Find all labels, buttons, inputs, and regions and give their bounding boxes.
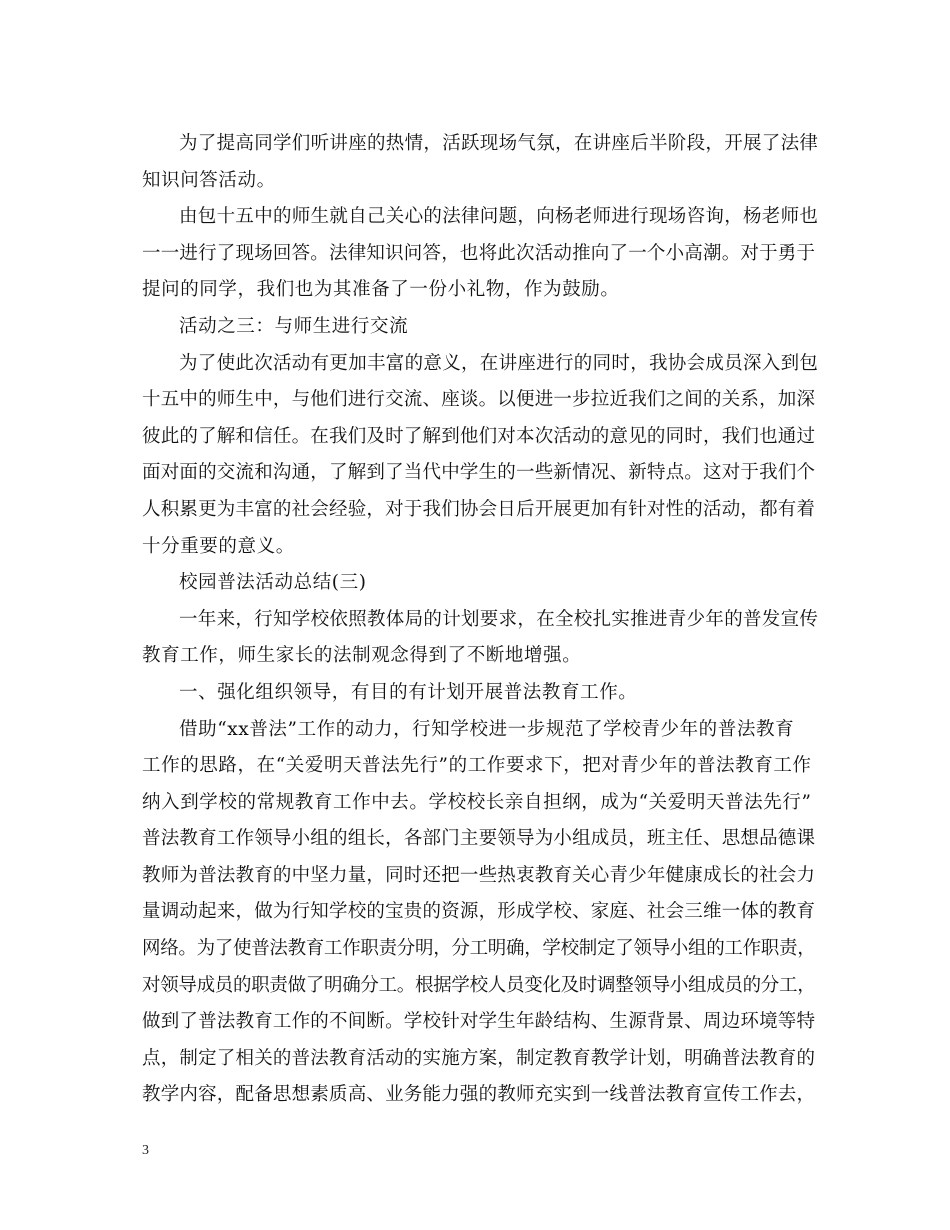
text-line: 工作的思路，在“关爱明天普法先行”的工作要求下，把对青少年的普法教育工作 bbox=[142, 755, 812, 777]
text-line: 网络。为了使普法教育工作职责分明，分工明确，学校制定了领导小组的工作职责， bbox=[142, 938, 816, 960]
text-line: 量调动起来，做为行知学校的宝贵的资源，形成学校、家庭、社会三维一体的教育 bbox=[142, 901, 816, 923]
text-line: 教育工作，师生家长的法制观念得到了不断地增强。 bbox=[142, 645, 582, 667]
text-line: 十五中的师生中，与他们进行交流、座谈。以便进一步拉近我们之间的关系，加深 bbox=[142, 389, 816, 411]
text-line: 做到了普法教育工作的不间断。学校针对学生年龄结构、生源背景、周边环境等特 bbox=[142, 1011, 816, 1033]
text-line: 十分重要的意义。 bbox=[142, 535, 295, 557]
text-line: 校园普法活动总结(三) bbox=[179, 572, 367, 594]
text-line: 纳入到学校的常规教育工作中去。学校校长亲自担纲，成为“关爱明天普法先行” bbox=[142, 791, 812, 813]
text-line: 一、强化组织领导，有目的有计划开展普法教育工作。 bbox=[179, 681, 638, 703]
text-line: 面对面的交流和沟通，了解到了当代中学生的一些新情况、新特点。这对于我们个 bbox=[142, 462, 816, 484]
text-line: 借助“xx普法”工作的动力，行知学校进一步规范了学校青少年的普法教育 bbox=[179, 718, 795, 740]
text-line: 教学内容，配备思想素质高、业务能力强的教师充实到一线普法教育宣传工作去， bbox=[142, 1084, 816, 1106]
text-line: 为了提高同学们听讲座的热情，活跃现场气氛，在讲座后半阶段，开展了法律 bbox=[179, 133, 819, 154]
text-line: 对领导成员的职责做了明确分工。根据学校人员变化及时调整领导小组成员的分工， bbox=[142, 974, 816, 996]
text-line: 教师为普法教育的中坚力量，同时还把一些热衷教育关心青少年健康成长的社会力 bbox=[142, 864, 816, 886]
text-line: 提问的同学，我们也为其准备了一份小礼物，作为鼓励。 bbox=[142, 279, 620, 301]
text-line: 由包十五中的师生就自己关心的法律问题，向杨老师进行现场咨询，杨老师也 bbox=[179, 206, 819, 228]
document-body bbox=[142, 126, 817, 1114]
text-line: 知识问答活动。 bbox=[142, 169, 276, 191]
text-line: 活动之三：与师生进行交流 bbox=[179, 315, 409, 337]
text-line: 一一进行了现场回答。法律知识问答，也将此次活动推向了一个小高潮。对于勇于 bbox=[142, 242, 816, 264]
text-line: 彼此的了解和信任。在我们及时了解到他们对本次活动的意见的同时，我们也通过 bbox=[142, 425, 816, 447]
text-line: 一年来，行知学校依照教体局的计划要求，在全校扎实推进青少年的普发宣传 bbox=[179, 608, 819, 630]
text-line: 为了使此次活动有更加丰富的意义，在讲座进行的同时，我协会成员深入到包 bbox=[179, 352, 819, 374]
page-number: 3 bbox=[142, 1143, 149, 1158]
text-line: 点，制定了相关的普法教育活动的实施方案，制定教育教学计划，明确普法教育的 bbox=[142, 1047, 816, 1069]
text-line: 普法教育工作领导小组的组长，各部门主要领导为小组成员，班主任、思想品德课 bbox=[142, 828, 816, 850]
text-line: 人积累更为丰富的社会经验，对于我们协会日后开展更加有针对性的活动，都有着 bbox=[142, 498, 816, 520]
